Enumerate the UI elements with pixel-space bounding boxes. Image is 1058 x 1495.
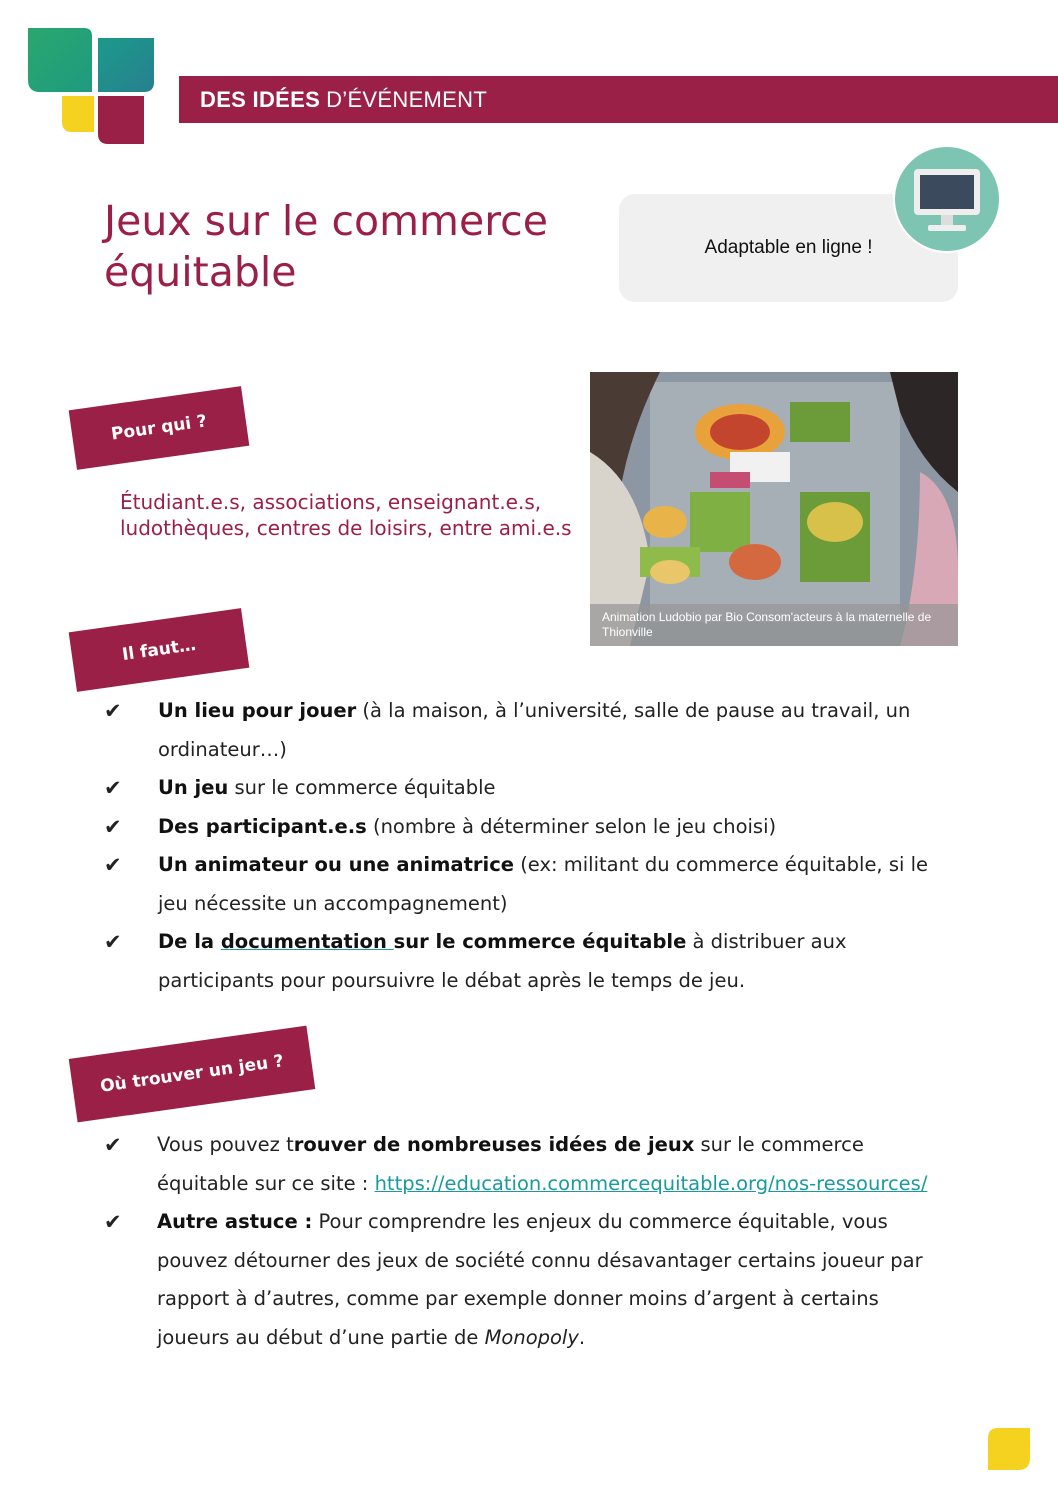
list-item bbox=[100, 769, 950, 808]
checkmark-icon: ✔ bbox=[104, 776, 122, 800]
header-banner bbox=[179, 76, 1058, 123]
item-text-pre: Vous pouvez t bbox=[157, 1133, 294, 1156]
list-item bbox=[100, 692, 950, 769]
section-tag-ou-trouver: Où trouver un jeu ? bbox=[69, 1026, 316, 1123]
section-tag-il-faut: Il faut… bbox=[69, 608, 250, 692]
logo bbox=[26, 26, 156, 146]
documentation-link[interactable] bbox=[221, 930, 394, 953]
page-title bbox=[104, 196, 604, 298]
resources-url-link[interactable]: https://education.commercequitable.org/nos-ressources/ bbox=[374, 1171, 928, 1195]
checkmark-icon: ✔ bbox=[104, 699, 122, 723]
page-title-line1: Jeux sur le commerce bbox=[104, 197, 548, 245]
item-italic: Monopoly bbox=[484, 1325, 579, 1349]
checkmark-icon: ✔ bbox=[104, 1210, 122, 1234]
audience-text: Étudiant.e.s, associations, enseignant.e.s, ludothèques, centres de loisirs, entre ami.e.s bbox=[120, 490, 572, 540]
banner-title-bold: DES IDÉES bbox=[200, 86, 321, 112]
page-title-line2: équitable bbox=[104, 248, 297, 296]
list-item bbox=[100, 808, 950, 847]
item-text: (à la maison, à l’université, salle de pause au travail, un ordinateur…) bbox=[158, 699, 911, 761]
photo-caption: Animation Ludobio par Bio Consom'acteurs à la maternelle de Thionville bbox=[590, 604, 958, 646]
list-item bbox=[100, 1126, 950, 1203]
item-bold: Des participant.e.s bbox=[158, 814, 367, 838]
item-text: Pour comprendre les enjeux du commerce équitable, vous pouvez détourner des jeux de société connu désavantager certains joueur par rapport à d’autres, comme par exemple donner moins d’argent à certains joueurs au début d’une partie de bbox=[157, 1210, 923, 1349]
item-bold: Un jeu bbox=[158, 776, 229, 799]
item-text: sur le commerce équitable bbox=[228, 776, 496, 799]
item-bold: Autre astuce : bbox=[157, 1210, 313, 1233]
checkmark-icon: ✔ bbox=[104, 930, 122, 954]
requirements-list bbox=[100, 692, 950, 1000]
resources-list bbox=[100, 1126, 950, 1357]
item-bold: Un animateur ou une animatrice bbox=[158, 853, 514, 876]
link-text: documentation bbox=[220, 930, 394, 953]
item-text: (ex: militant du commerce équitable, si le jeu nécessite un accompagnement) bbox=[158, 853, 929, 915]
banner-title-light: D’ÉVÉNEMENT bbox=[326, 86, 488, 112]
list-item bbox=[100, 1203, 950, 1357]
item-bold-2: sur le commerce équitable bbox=[393, 930, 687, 953]
list-item bbox=[100, 846, 950, 923]
checkmark-icon: ✔ bbox=[104, 1133, 122, 1157]
adaptable-text: Adaptable en ligne ! bbox=[704, 237, 873, 258]
corner-decoration bbox=[988, 1428, 1030, 1470]
list-item bbox=[100, 923, 950, 1000]
item-bold: De la bbox=[158, 930, 221, 953]
item-text: à distribuer aux participants pour poursuivre le débat après le temps de jeu. bbox=[158, 930, 847, 992]
item-text: (nombre à déterminer selon le jeu choisi) bbox=[366, 814, 777, 838]
item-bold: Un lieu pour jouer bbox=[158, 699, 357, 722]
computer-monitor-icon bbox=[892, 144, 1002, 254]
item-bold: rouver de nombreuses idées de jeux bbox=[293, 1133, 695, 1156]
item-text-mid: sur le commerce équitable sur ce site : bbox=[157, 1133, 864, 1195]
checkmark-icon: ✔ bbox=[104, 853, 122, 877]
item-text-end: . bbox=[578, 1325, 586, 1349]
section-tag-pour-qui: Pour qui ? bbox=[69, 386, 250, 470]
checkmark-icon: ✔ bbox=[104, 814, 122, 839]
